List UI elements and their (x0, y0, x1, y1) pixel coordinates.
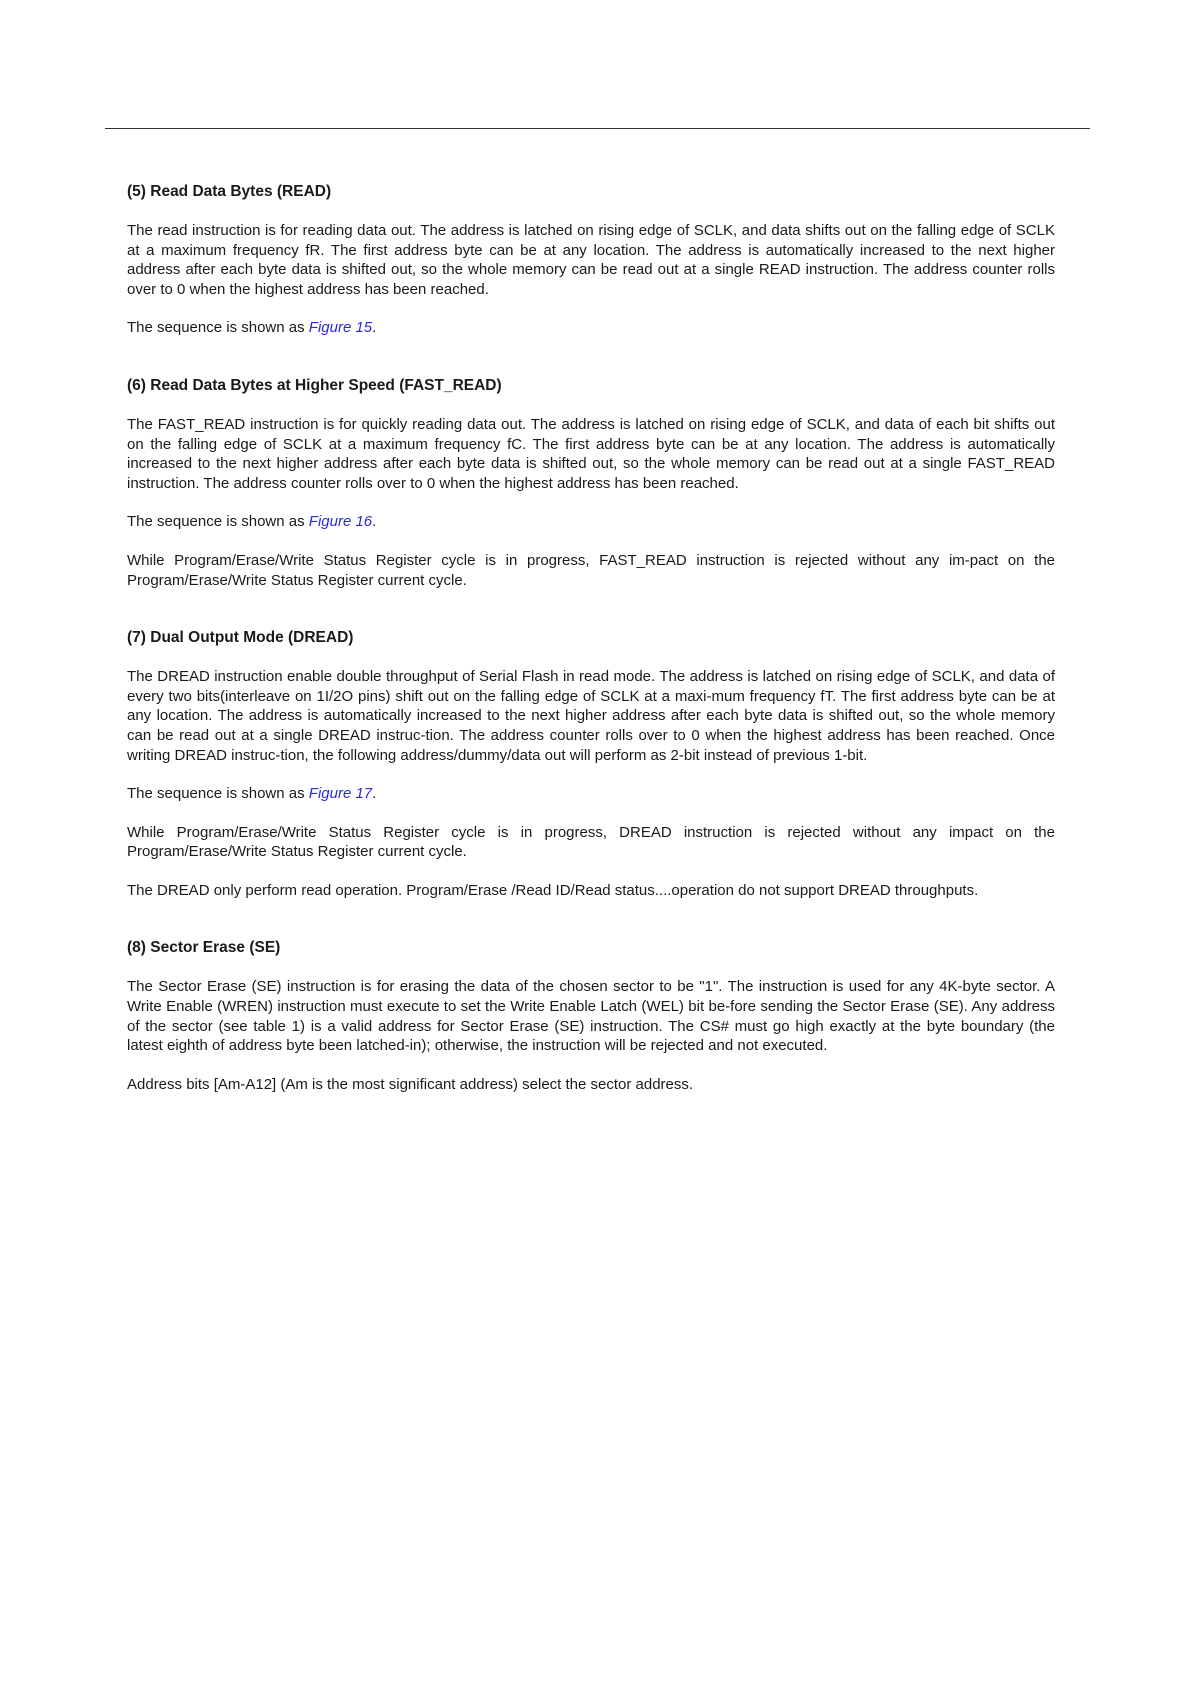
section-heading: (5) Read Data Bytes (READ) (127, 183, 332, 200)
paragraph: The Sector Erase (SE) instruction is for erasing the data of the chosen sector to be "1". The instruction is used for any 4K-byte sector. A Write Enable (WREN) instruction must execute to set the Write Enable Latch (WEL) bit be-fore sending the Sector Erase (SE). Any address of the sector (see table 1) is a valid address for Sector Erase (SE) instruction. The CS# must go high exactly at the byte boundary (the latest eighth of address byte been latched-in); otherwise, the instruction will be rejected and not executed. (127, 978, 1055, 1055)
paragraph: The read instruction is for reading data out. The address is latched on rising edge of SCLK, and data shifts out on the falling edge of SCLK at a maximum frequency fR. The first address byte can be at any location. The address is automatically increased to the next higher address after each byte data is shifted out, so the whole memory can be read out at a single READ instruction. The address counter rolls over to 0 when the highest address has been reached. (127, 222, 1055, 298)
section-heading: (8) Sector Erase (SE) (127, 939, 281, 957)
sequence-prefix: The sequence is shown as (127, 785, 309, 803)
sequence-suffix: . (372, 785, 377, 803)
paragraph: The FAST_READ instruction is for quickly reading data out. The address is latched on rising edge of SCLK, and data of each bit shifts out on the falling edge of SCLK at a maximum frequency fC. The first address byte can be at any location. The address is automatically increased to the next higher address after each byte data is shifted out, so the whole memory can be read out at a single FAST_READ instruction. The address counter rolls over to 0 when the highest address has been reached. (127, 415, 1055, 492)
section-read (127, 182, 1055, 338)
paragraph: The DREAD only perform read operation. Program/Erase /Read ID/Read status....operation do not support DREAD throughputs. (127, 881, 979, 899)
sequence-prefix: The sequence is shown as (127, 319, 309, 337)
section-fast-read (127, 376, 1055, 590)
figure-link-17[interactable]: Figure 17 (308, 785, 373, 803)
paragraph: While Program/Erase/Write Status Register cycle is in progress, FAST_READ instruction is rejected without any im-pact on the Program/Erase/Write Status Register current cycle. (127, 551, 1055, 589)
paragraph: The DREAD instruction enable double throughput of Serial Flash in read mode. The address is latched on rising edge of SCLK, and data of every two bits(interleave on 1I/2O pins) shift out on the falling edge of SCLK at a maxi-mum frequency fT. The first address byte can be at any location. The address is automatically increased to the next higher address after each byte data is shifted out, so the whole memory can be read out at a single DREAD instruc-tion. The address counter rolls over to 0 when the highest address has been reached. Once writing DREAD instruc-tion, the following address/dummy/data out will perform as 2-bit instead of previous 1-bit. (127, 668, 1055, 764)
paragraph: Address bits [Am-A12] (Am is the most significant address) select the sector address. (127, 1075, 694, 1093)
sequence-suffix: . (372, 513, 377, 531)
section-heading: (7) Dual Output Mode (DREAD) (127, 629, 354, 647)
page-content (127, 182, 1055, 1132)
header-rule (105, 128, 1090, 129)
paragraph: While Program/Erase/Write Status Register cycle is in progress, DREAD instruction is rejected without any impact on the Program/Erase/Write Status Register current cycle. (127, 823, 1055, 861)
section-dread (127, 628, 1055, 900)
sequence-paragraph (127, 784, 1055, 804)
sequence-paragraph (127, 318, 1055, 338)
figure-link-15[interactable]: Figure 15 (308, 319, 373, 337)
section-sector-erase (127, 938, 1055, 1094)
figure-link-16[interactable]: Figure 16 (308, 513, 373, 531)
section-heading: (6) Read Data Bytes at Higher Speed (FAST_READ) (127, 376, 502, 394)
sequence-paragraph (127, 512, 1055, 532)
sequence-prefix: The sequence is shown as (127, 513, 309, 531)
sequence-suffix: . (372, 319, 377, 337)
